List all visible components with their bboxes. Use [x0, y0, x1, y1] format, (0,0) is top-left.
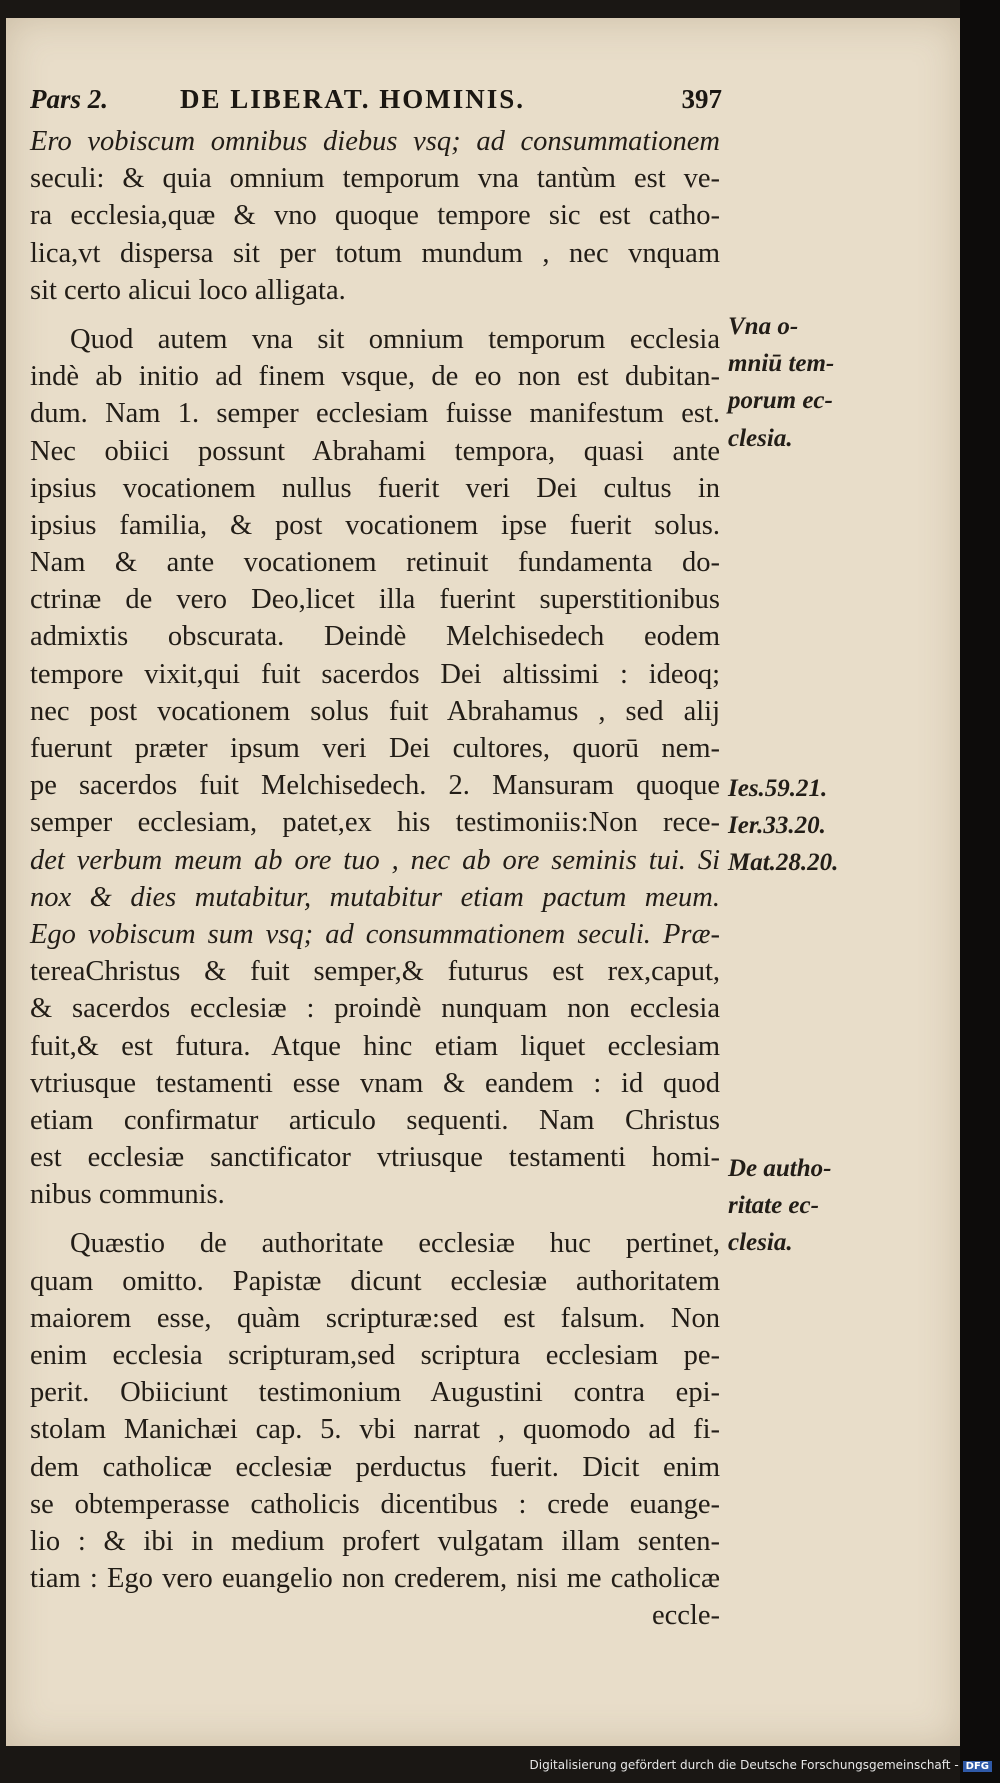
running-header — [30, 84, 722, 124]
text-line: stolam Manichæi cap. 5. vbi narrat , quomodo ad fi- — [30, 1414, 720, 1446]
text-line: indè ab initio ad finem vsque, de eo non est dubitan- — [30, 361, 720, 393]
text-line: quam omitto. Papistæ dicunt ecclesiæ authoritatem — [30, 1265, 720, 1297]
body-text — [30, 123, 720, 1635]
text-line: maiorem esse, quàm scripturæ:sed est falsum. Non — [30, 1302, 720, 1334]
text-line: nibus communis. — [30, 1179, 225, 1211]
text-line: pe sacerdos fuit Melchisedech. 2. Mansuram quoque — [30, 770, 720, 802]
text-line: Ero vobiscum omnibus diebus vsq; ad consummationem — [30, 126, 720, 157]
margin-note-line: De autho- — [728, 1155, 832, 1182]
text-line: fuit,& est futura. Atque hinc etiam liquet ecclesiam — [30, 1030, 720, 1062]
scan-edge — [960, 0, 1000, 1783]
text-line: tempore vixit,qui fuit sacerdos Dei altissimi : ideoq; — [30, 658, 720, 690]
margin-note-una-ecclesia — [728, 308, 868, 457]
page-number: 397 — [681, 84, 722, 114]
margin-note-de-authoritate — [728, 1150, 868, 1262]
text-line: tereaChristus & fuit semper,& futurus est rex,caput, — [30, 956, 720, 988]
margin-note-line: mniū tem- — [728, 350, 835, 378]
margin-note-line: clesia. — [728, 424, 793, 452]
text-line: Ego vobiscum sum vsq; ad consummationem seculi. Præ- — [30, 918, 720, 950]
text-line: ipsius familia, & post vocationem ipse fuerit solus. — [30, 509, 720, 541]
paragraph-gap — [30, 1213, 720, 1225]
text-line: etiam confirmatur articulo sequenti. Nam Christus — [30, 1104, 720, 1136]
text-line: enim ecclesia scripturam,sed scriptura ecclesiam pe- — [30, 1340, 720, 1371]
header-title: DE LIBERAT. HOMINIS. — [180, 84, 526, 114]
text-line: Nam & ante vocationem retinuit fundamenta do- — [30, 547, 720, 579]
text-line: Quod autem vna sit omnium temporum ecclesia — [70, 323, 720, 355]
margin-note-line: Ies.59.21. — [728, 775, 828, 802]
text-line: det verbum meum ab ore tuo , nec ab ore seminis tui. Si — [30, 844, 720, 876]
text-line: ipsius vocationem nullus fuerit veri Dei cultus in — [30, 472, 720, 504]
margin-note-references — [728, 770, 868, 882]
text-line: Quæstio de authoritate ecclesiæ huc pertinet, — [70, 1228, 720, 1260]
text-line: nox & dies mutabitur, mutabitur etiam pactum meum. — [30, 881, 720, 913]
text-line: lio : & ibi in medium profert vulgatam illam senten- — [30, 1525, 720, 1557]
text-line: & sacerdos ecclesiæ : proindè nunquam non ecclesia — [30, 993, 720, 1025]
margin-note-line: Vna o- — [728, 313, 799, 340]
text-line: eccle- — [651, 1600, 720, 1632]
margin-note-line: Ier.33.20. — [728, 812, 826, 840]
header-part: Pars 2. — [30, 84, 109, 114]
text-line: ra ecclesia,quæ & vno quoque tempore sic est catho- — [30, 200, 720, 232]
text-line: fuerunt præter ipsum veri Dei cultores, quorū nem- — [30, 733, 720, 764]
margin-note-line: porum ec- — [728, 387, 833, 415]
text-line: ctrinæ de vero Deo,licet illa fuerint superstitionibus — [30, 584, 720, 616]
dfg-logo: DFG — [963, 1761, 992, 1772]
credit-text: Digitalisierung gefördert durch die Deutsche Forschungsgemeinschaft - — [529, 1758, 959, 1772]
margin-note-line: clesia. — [728, 1229, 793, 1257]
text-line: vtriusque testamenti esse vnam & eandem : id quod — [30, 1067, 720, 1099]
text-line: lica,vt dispersa sit per totum mundum , nec vnquam — [30, 237, 720, 269]
text-line: se obtemperasse catholicis dicentibus : crede euange- — [30, 1488, 720, 1520]
margin-note-line: Mat.28.20. — [728, 849, 839, 877]
text-line: admixtis obscurata. Deindè Melchisedech eodem — [30, 621, 720, 653]
text-line: Nec obiici possunt Abrahami tempora, quasi ante — [30, 435, 720, 467]
paragraph-gap — [30, 309, 720, 321]
text-line: tiam : Ego vero euangelio non crederem, nisi me catholicæ — [30, 1563, 720, 1595]
text-line: semper ecclesiam, patet,ex his testimoniis:Non rece- — [30, 807, 720, 839]
text-line: nec post vocationem solus fuit Abrahamus , sed alij — [30, 695, 720, 727]
text-line: sit certo alicui loco alligata. — [30, 274, 346, 306]
text-line: dum. Nam 1. semper ecclesiam fuisse manifestum est. — [30, 398, 720, 430]
text-line: seculi: & quia omnium temporum vna tantùm est ve- — [30, 163, 720, 195]
digitization-credit — [530, 1758, 993, 1778]
text-line: est ecclesiæ sanctificator vtriusque testamenti homi- — [30, 1142, 720, 1174]
margin-note-line: ritate ec- — [728, 1192, 819, 1220]
text-line: perit. Obiiciunt testimonium Augustini contra epi- — [30, 1377, 720, 1409]
text-line: dem catholicæ ecclesiæ perductus fuerit. Dicit enim — [30, 1451, 720, 1483]
